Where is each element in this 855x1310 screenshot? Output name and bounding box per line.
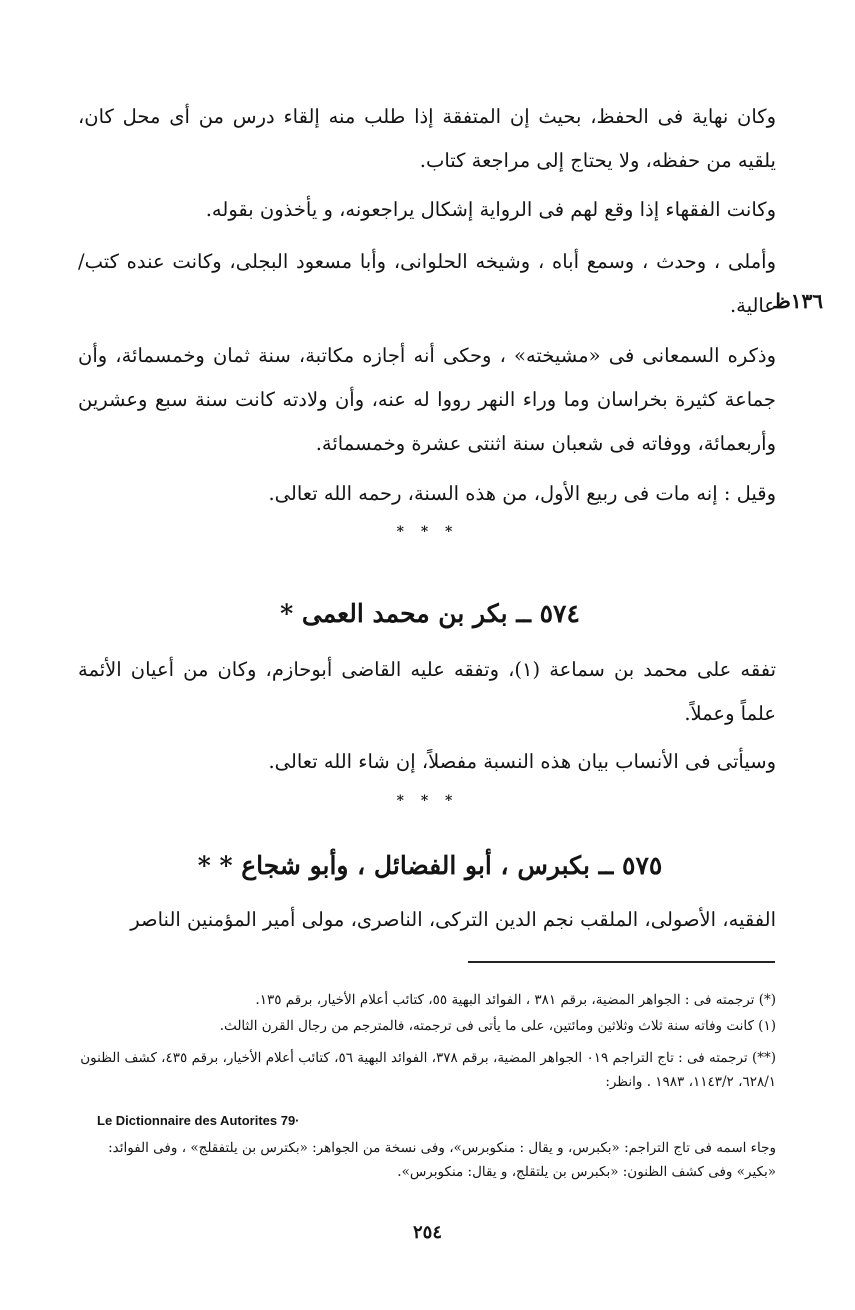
paragraph-3: وأملى ، وحدث ، وسمع أباه ، وشيخه الحلوانى، وأبا مسعود البجلى، وكانت عنده كتب/ عالية. bbox=[78, 250, 776, 317]
section-separator: * * * bbox=[396, 793, 459, 809]
paragraph-5: وقيل : إنه مات فى ربيع الأول، من هذه السنة، رحمه الله تعالى. bbox=[268, 482, 776, 505]
margin-folio-note: ١٣٦ظ bbox=[772, 289, 823, 313]
entry-heading-575: ٥٧٥ ــ بكبرس ، أبو الفضائل ، وأبو شجاع * * bbox=[197, 851, 663, 880]
footnote-1: (*) ترجمته فى : الجواهر المضية، برقم ٣٨١ ، الفوائد البهية ٥٥، كتائب أعلام الأخيار، برقم ١٣٥. bbox=[255, 992, 776, 1008]
paragraph-4: وذكره السمعانى فى «مشيخته» ، وحكى أنه أجازه مكاتبة، سنة ثمان وخمسمائة، وأن جماعة كثيرة بخراسان وما وراء النهر رووا له عنه، وأن ولادته كانت سنة سبع وعشرين وأربعمائة، ووفاته فى شعبان سنة اثنتى عشرة وخمسمائة. bbox=[78, 344, 776, 455]
paragraph-6: تفقه على محمد بن سماعة (١)، وتفقه عليه القاضى أبوحازم، وكان من أعيان الأئمة علماً وعملاً. bbox=[78, 658, 777, 725]
footnote-3: (**) ترجمته فى : تاج التراجم ٠١٩ الجواهر المضية، برقم ٣٧٨، الفوائد البهية ٥٦، كتائب أعلام الأخيار، برقم ٤٣٥، كشف الظنون ٦٢٨/١، ١١٤٣/٢، ١٩٨٣ . وانظر: bbox=[80, 1050, 776, 1090]
section-separator: * * * bbox=[396, 524, 459, 540]
footnote-divider bbox=[468, 961, 775, 963]
paragraph-7: وسيأتى فى الأنساب بيان هذه النسبة مفصلاً، إن شاء الله تعالى. bbox=[268, 750, 776, 773]
paragraph-2: وكانت الفقهاء إذا وقع لهم فى الرواية إشكال يراجعونه، و يأخذون بقوله. bbox=[205, 198, 776, 221]
footnote-2: (١) كانت وفاته سنة ثلاث وثلاثين ومائتين، على ما يأتى فى ترجمته، فالمترجم من رجال القرن الثالث. bbox=[219, 1018, 776, 1034]
entry-heading-574: ٥٧٤ ــ بكر بن محمد العمى * bbox=[280, 599, 580, 628]
latin-citation: Le Dictionnaire des Autorites 79· bbox=[97, 1113, 300, 1128]
paragraph-1: وكان نهاية فى الحفظ، بحيث إن المتفقة إذا طلب منه إلقاء درس من أى محل كان، يلقيه من حفظه، ولا يحتاج إلى مراجعة كتاب. bbox=[78, 105, 776, 172]
page-number: ٢٥٤ bbox=[412, 1222, 442, 1243]
footnote-4: وجاء اسمه فى تاج التراجم: «بكبرس، و يقال : منكوبرس»، وفى نسخة من الجواهر: «بكترس بن يلتفقلج» ، وفى الفوائد: «بكير» وفى كشف الظنون: «بكبرس بن يلتقلج، و يقال: منكوبرس». bbox=[108, 1140, 776, 1180]
paragraph-8: الفقيه، الأصولى، الملقب نجم الدين التركى، الناصرى، مولى أمير المؤمنين الناصر bbox=[130, 908, 776, 931]
